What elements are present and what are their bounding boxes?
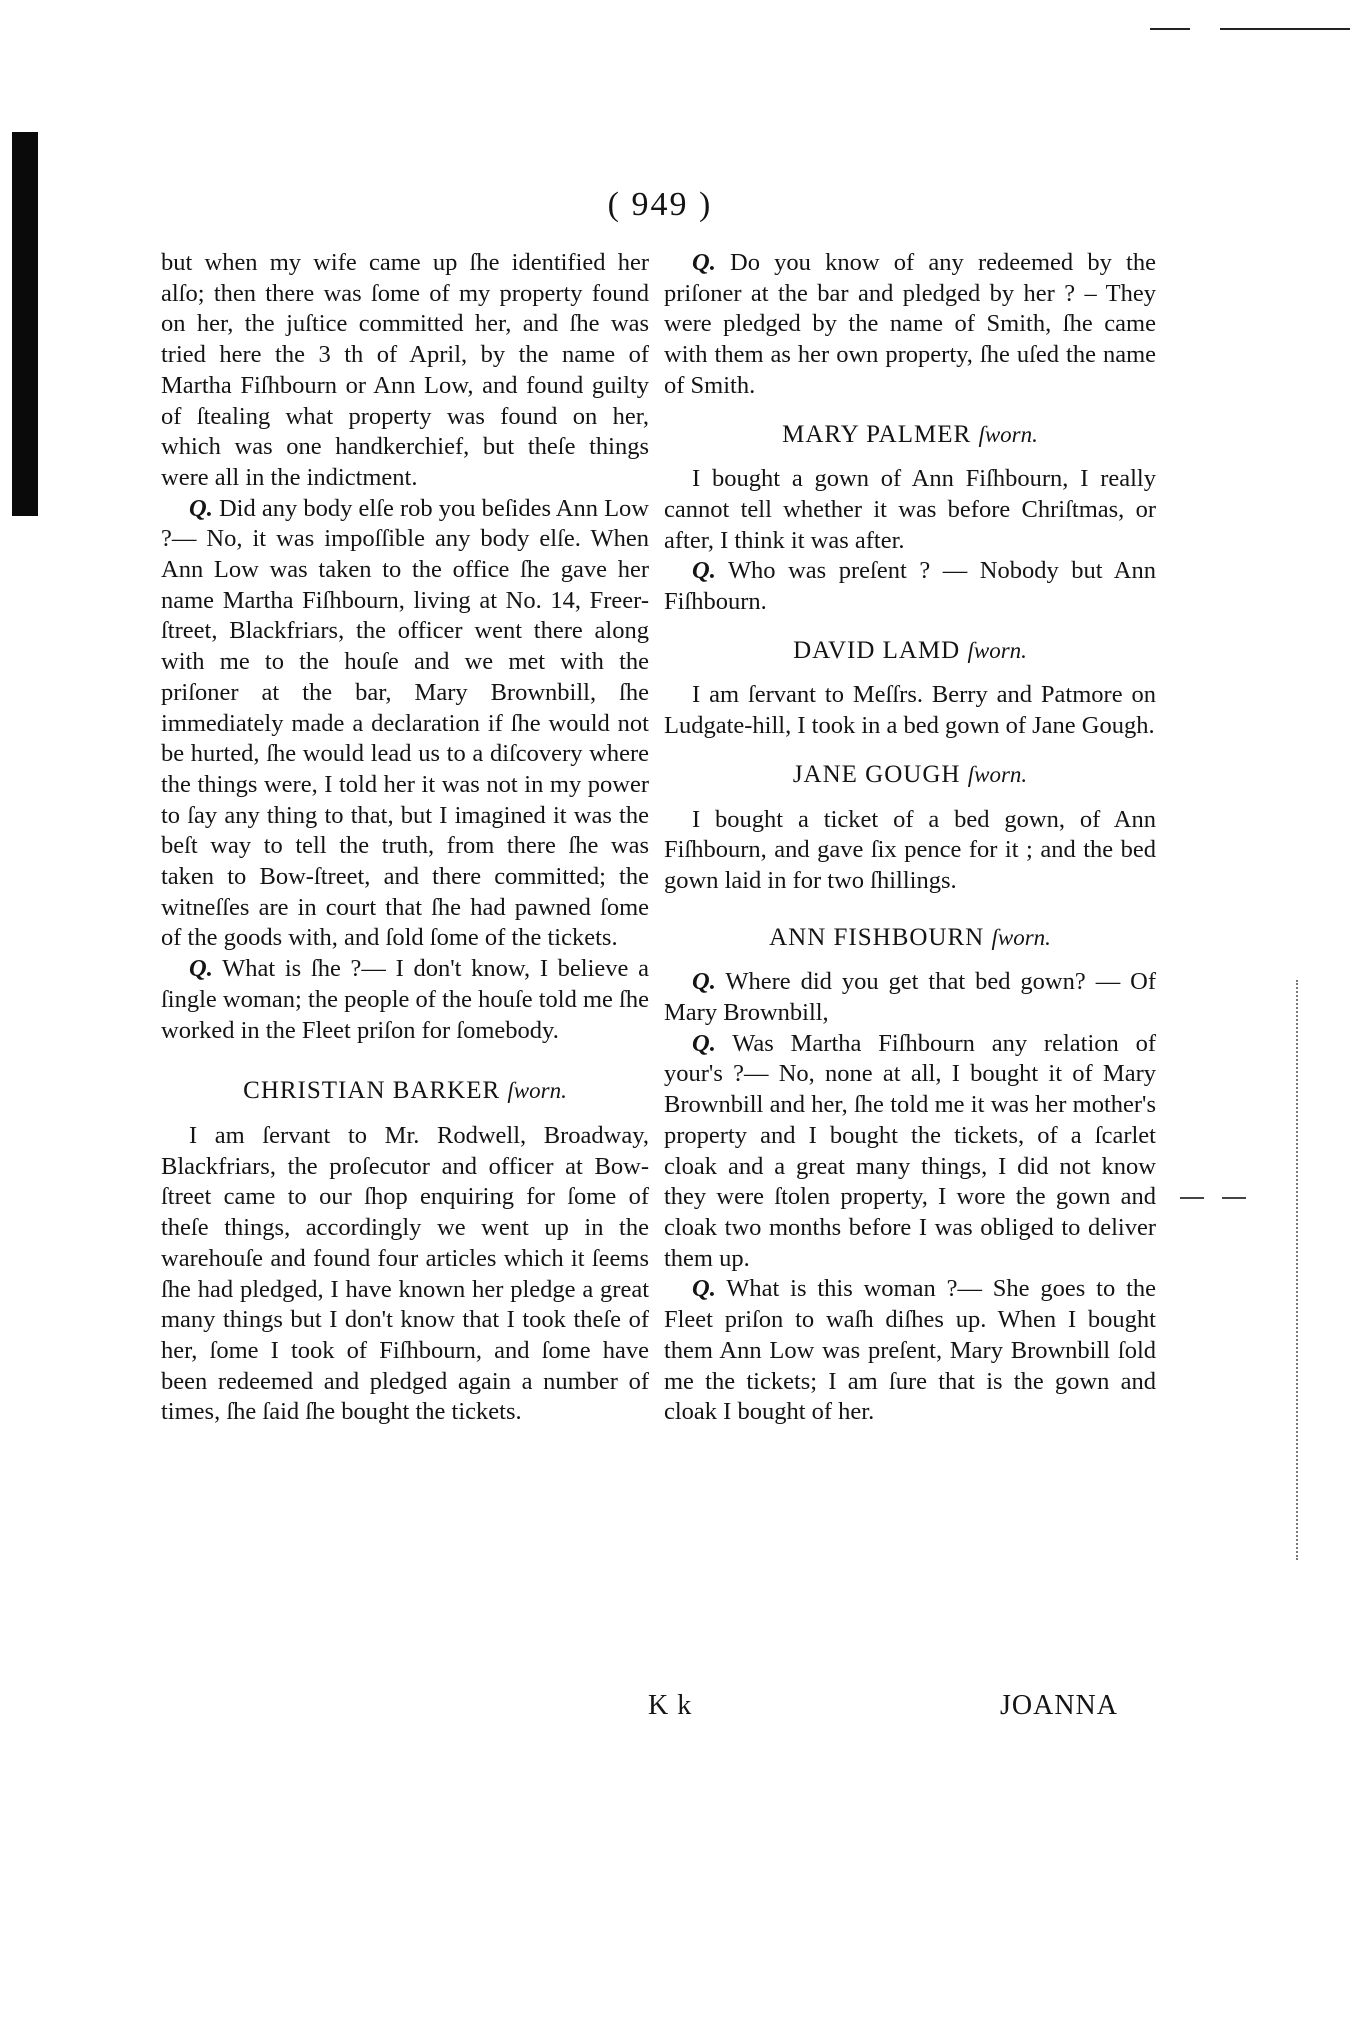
paragraph-text: What is ſhe ?— I don't know, I believe a ſingle woman; the people of the houſe told me ſhe worked in the Fleet priſon for ſomebody. bbox=[161, 955, 649, 1044]
question-mark: Q. bbox=[692, 968, 716, 996]
paragraph: I bought a gown of Ann Fiſhbourn, I really cannot tell whether it was before Chriſtmas, or after, I think it was after. bbox=[664, 465, 1156, 554]
paragraph: I bought a ticket of a bed gown, of Ann Fiſhbourn, and gave ſix pence for it ; and the bed gown laid in for two ſhillings. bbox=[664, 805, 1156, 894]
paragraph: I am ſervant to Mr. Rodwell, Broadway, Blackfriars, the proſecutor and officer at Bow-ſtreet came to our ſhop enquiring for ſome of theſe things, accordingly we went up in the warehouſe and found four articles which it ſeems ſhe had pledged, I have known her pledge a great many things but I don't know that I took theſe of her, ſome I took of Fiſhbourn, and ſome have been redeemed and pledged again a number of times, ſhe ſaid ſhe bought the tickets. bbox=[161, 1121, 649, 1426]
witness-name: MARY PALMER bbox=[782, 420, 972, 448]
paragraph-text: Where did you get that bed gown? — Of Mary Brownbill, bbox=[664, 968, 1156, 1027]
margin-dash bbox=[1180, 1197, 1204, 1199]
sworn-label: ſworn. bbox=[967, 637, 1027, 663]
witness-name: JANE GOUGH bbox=[792, 760, 961, 788]
paragraph-text: What is this woman ?— She goes to the Fleet priſon to waſh diſhes up. When I bought them Ann Low was preſent, Mary Brownbill ſold me the tickets; I am ſure that is the gown and cloak I bought of her. bbox=[664, 1275, 1156, 1426]
paragraph bbox=[664, 556, 1156, 617]
paragraph-text: Who was preſent ? — Nobody but Ann Fiſhbourn. bbox=[664, 557, 1156, 616]
sworn-label: ſworn. bbox=[978, 421, 1038, 447]
witness-name: CHRISTIAN BARKER bbox=[243, 1077, 501, 1105]
paragraph bbox=[161, 954, 649, 1046]
paragraph: but when my wife came up ſhe identified her alſo; then there was ſome of my property found on her, the juſtice committed her, and ſhe was tried here the 3 th of April, by the name of Martha Fiſhbourn or Ann Low, and found guilty of ſtealing what property was found on her, which was one handkerchief, but theſe things were all in the indictment. bbox=[161, 249, 649, 491]
paragraph bbox=[161, 494, 649, 955]
witness-heading bbox=[664, 760, 1156, 791]
question-mark: Q. bbox=[692, 1029, 716, 1057]
binding-shadow bbox=[12, 132, 38, 516]
question-mark: Q. bbox=[692, 249, 716, 276]
witness-heading bbox=[664, 420, 1156, 451]
question-mark: Q. bbox=[692, 557, 716, 585]
paragraph-text: Was Martha Fiſhbourn any relation of your's ?— No, none at all, I bought it of Mary Brownbill and her, ſhe told me it was her mother's property and I bought the tickets, of a ſcarlet cloak and a great many things, I did not know they were ſtolen property, I wore the gown and cloak two months before I was obliged to deliver them up. bbox=[664, 1029, 1156, 1272]
paragraph-text: Do you know of any redeemed by the priſoner at the bar and pledged by her ? – They were pledged by the name of Smith, ſhe came with them as her own property, ſhe uſed the name of Smith. bbox=[664, 249, 1156, 399]
top-rule bbox=[1220, 28, 1350, 30]
paragraph: I am ſervant to Meſſrs. Berry and Patmore on Ludgate-hill, I took in a bed gown of Jane Gough. bbox=[664, 681, 1156, 740]
witness-heading bbox=[161, 1076, 649, 1107]
paragraph bbox=[664, 967, 1156, 1028]
left-column bbox=[161, 248, 649, 1428]
paragraph bbox=[664, 1274, 1156, 1428]
sworn-label: ſworn. bbox=[967, 761, 1028, 787]
witness-heading bbox=[664, 923, 1156, 954]
sworn-label: ſworn. bbox=[507, 1078, 567, 1104]
margin-dash bbox=[1222, 1197, 1246, 1199]
witness-heading bbox=[664, 636, 1156, 667]
paragraph bbox=[664, 1029, 1156, 1275]
right-column bbox=[664, 248, 1156, 1428]
gutter-marks bbox=[1296, 980, 1306, 1560]
question-mark: Q. bbox=[692, 1275, 716, 1303]
paragraph-text: Did any body elſe rob you beſides Ann Low ?— No, it was impoſſible any body elſe. When Ann Low was taken to the office ſhe gave her name Martha Fiſhbourn, living at No. 14, Freer-ſtreet, Blackfriars, the officer went there along with me to the houſe and we met with the priſoner at the bar, Mary Brownbill, ſhe immediately made a declaration if ſhe would not be hurted, ſhe would lead us to a diſcovery where the things were, I told her it was not in my power to ſay any thing to that, but I imagined it was the beſt way to tell the truth, from there ſhe was taken to Bow-ſtreet, and there committed; the witneſſes are in court that ſhe had pawned ſome of the goods with, and ſold ſome of the tickets. bbox=[161, 494, 649, 952]
page-number: ( 949 ) bbox=[607, 186, 713, 223]
top-rule bbox=[1150, 28, 1190, 30]
question-mark: Q. bbox=[189, 955, 213, 983]
question-mark: Q. bbox=[189, 494, 213, 522]
witness-name: DAVID LAMD bbox=[793, 636, 961, 664]
witness-name: ANN FISHBOURN bbox=[769, 923, 985, 951]
catchword: JOANNA bbox=[1000, 1690, 1118, 1721]
sworn-label: ſworn. bbox=[991, 924, 1051, 950]
signature-mark: K k bbox=[648, 1690, 693, 1721]
paragraph bbox=[664, 248, 1156, 402]
